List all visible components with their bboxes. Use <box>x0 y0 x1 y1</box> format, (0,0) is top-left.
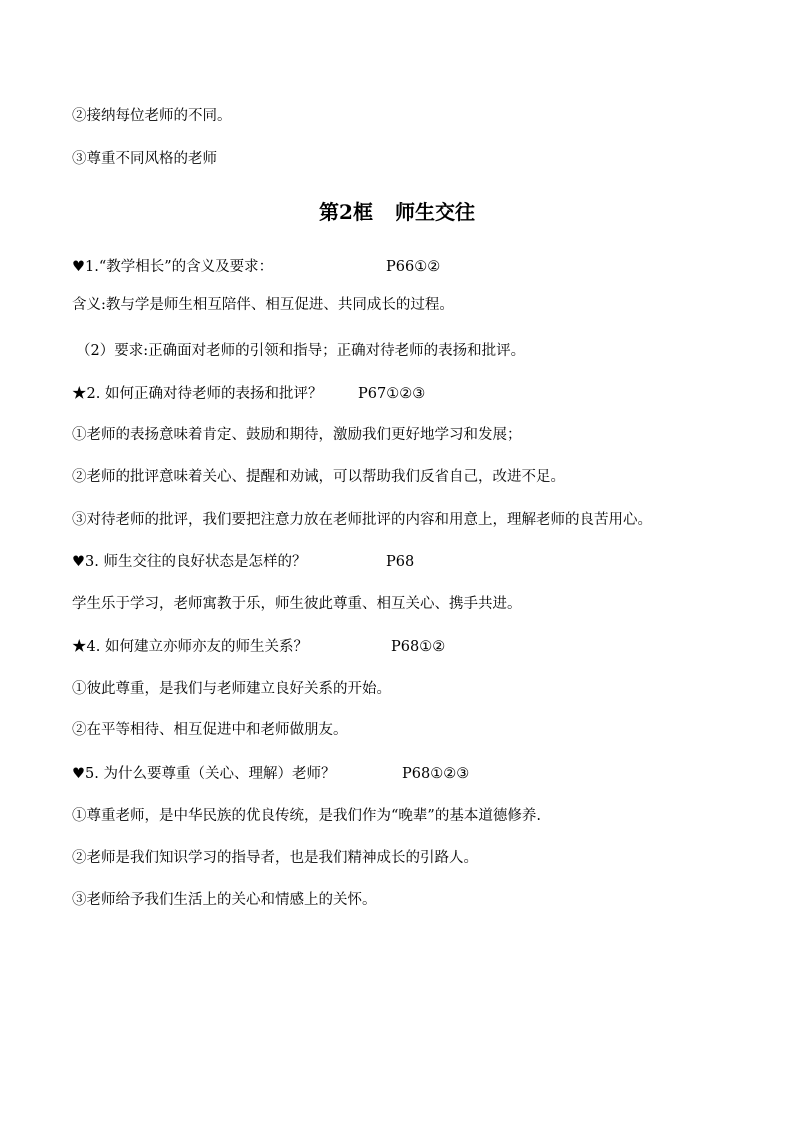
answer-line: ①老师的表扬意味着肯定、鼓励和期待，激励我们更好地学习和发展； <box>72 427 522 443</box>
section-title-part2: 师生交往 <box>394 200 475 224</box>
question-heading <box>72 384 426 404</box>
question-heading-text: ♥5. 为什么要尊重（关心、理解）老师？ <box>72 766 336 782</box>
section-title <box>0 199 794 225</box>
page-reference: P68 <box>386 554 415 570</box>
text-line: ③尊重不同风格的老师 <box>72 151 217 167</box>
question-heading <box>72 764 470 784</box>
answer-line: ②老师的批评意味着关心、提醒和劝诫，可以帮助我们反省自己，改进不足。 <box>72 469 565 485</box>
answer-line: （2）要求:正确面对老师的引领和指导；正确对待老师的表扬和批评。 <box>76 343 526 359</box>
answer-line: 含义:教与学是师生相互陪伴、相互促进、共同成长的过程。 <box>72 297 454 313</box>
answer-line: ②在平等相待、相互促进中和老师做朋友。 <box>72 722 348 738</box>
question-heading <box>72 552 415 572</box>
text-line: ②接纳每位老师的不同。 <box>72 108 232 124</box>
answer-line: ①尊重老师，是中华民族的优良传统，是我们作为“晚辈”的基本道德修养. <box>72 808 541 824</box>
page-reference: P66①② <box>386 259 441 275</box>
page-reference: P68①②③ <box>402 766 470 782</box>
answer-line: 学生乐于学习，老师寓教于乐，师生彼此尊重、相互关心、携手共进。 <box>72 596 522 612</box>
question-heading <box>72 257 441 277</box>
question-heading-text: ★4. 如何建立亦师亦友的师生关系？ <box>72 639 308 655</box>
answer-line: ①彼此尊重，是我们与老师建立良好关系的开始。 <box>72 681 391 697</box>
section-title-part1: 第2框 <box>319 200 373 224</box>
answer-line: ③对待老师的批评，我们要把注意力放在老师批评的内容和用意上，理解老师的良苦用心。 <box>72 512 652 528</box>
page-reference: P68①② <box>391 639 446 655</box>
question-heading-text: ♥1.“教学相长”的含义及要求： <box>72 259 274 275</box>
answer-line: ③老师给予我们生活上的关心和情感上的关怀。 <box>72 892 377 908</box>
question-heading-text: ★2. 如何正确对待老师的表扬和批评？ <box>72 386 323 402</box>
question-heading <box>72 637 446 657</box>
answer-line: ②老师是我们知识学习的指导者，也是我们精神成长的引路人。 <box>72 850 478 866</box>
question-heading-text: ♥3. 师生交往的良好状态是怎样的？ <box>72 554 307 570</box>
page-reference: P67①②③ <box>358 386 426 402</box>
